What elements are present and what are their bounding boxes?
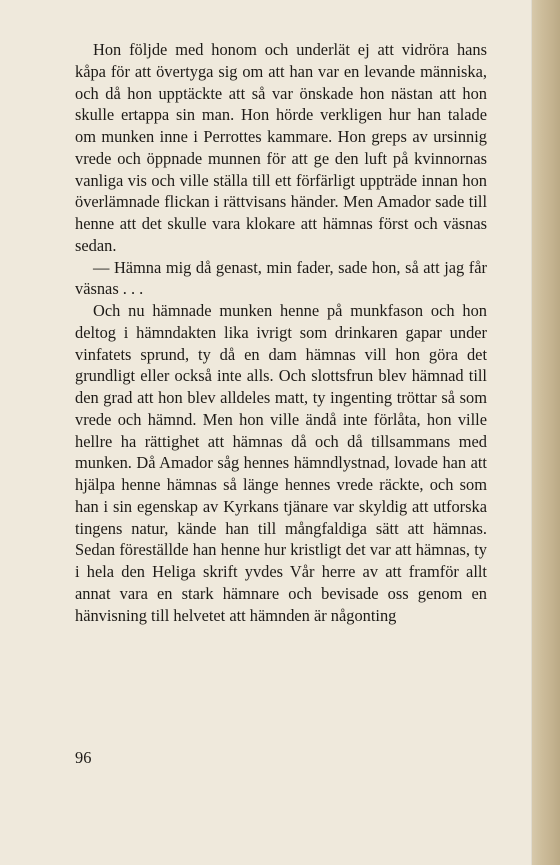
page-edge [532, 0, 560, 865]
page-number: 96 [75, 748, 92, 767]
paragraph-2: — Hämna mig då genast, min fader, sade hon, så att jag får väsnas . . . [75, 257, 487, 299]
paragraph-1: Hon följde med honom och underlät ej att vidröra hans kåpa för att övertyga sig om att han var en levande människa, och då hon upptäckte att så var önskade hon nästan att hon skulle ertappa sin man. Hon hörde verkligen hur han talade om munken inne i Perrottes kammare. Hon greps av ursinnig vrede och öppnade munnen för att ge den luft på kvinnornas vanliga vis och ville ställa till ett förfärligt uppträde innan hon överlämnade flickan i rättvisans händer. Men Amador sade till henne att det skulle vara klokare att hämnas först och väsnas sedan. [75, 40, 487, 255]
body-text [75, 39, 487, 626]
paragraph-3: Och nu hämnade munken henne på munkfason och hon deltog i hämndakten lika ivrigt som drinkaren gapar under vinfatets sprund, ty då en dam hämnas vill hon göra det grundligt eller också inte alls. Och slottsfrun blev hämnad till den grad att hon blev alldeles matt, ty ingenting tröttar så som vrede och hämnd. Men hon ville ändå inte förlåta, hon ville hellre ha rättighet att hämnas då och då tillsammans med munken. Då Amador såg hennes hämndlystnad, lovade han att hjälpa henne hämnas så länge hennes vrede räckte, och som han i sin egenskap av Kyrkans tjänare var skyldig att utforska tingens natur, kände han till mångfaldiga sätt att hämnas. Sedan föreställde han henne hur kristligt det var att hämnas, ty i hela den Heliga skrift yvdes Vår herre av att framför allt annat vara en stark hämnare och bevisade oss genom en hänvisning till helvetet att hämnden är någonting [75, 301, 487, 625]
